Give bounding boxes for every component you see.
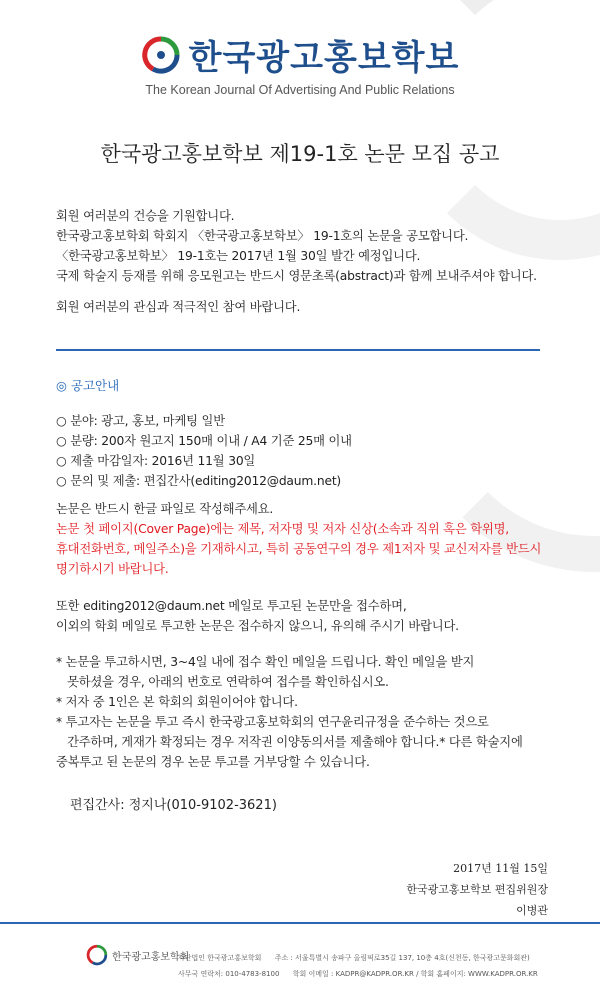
journal-logo-icon	[141, 35, 181, 75]
notice-item-deadline: ○ 제출 마감일자: 2016년 11월 30일	[56, 454, 256, 468]
footer-address: 사단법인 한국광고홍보학회 주소 : 서울특별시 송파구 올림픽로35길 137, 10층 4호(신천동, 한국광고문화회관)	[178, 954, 530, 962]
society-logo-text: 한국광고홍보학회	[112, 951, 190, 963]
hangul-file-note: 논문은 반드시 한글 파일로 작성해주세요.	[56, 502, 274, 516]
closing-line: 회원 여러분의 관심과 적극적인 참여 바랍니다.	[56, 300, 301, 314]
notice-item-length: ○ 분량: 200자 원고지 150매 이내 / A4 기준 25매 이내	[56, 434, 352, 448]
footer-contact: 사무국 연락처: 010-4783-8100 학회 이메일 : KADPR@KADPR.OR.KR / 학회 홈페이지: WWW.KADPR.OR.KR	[178, 970, 538, 978]
notice-items	[56, 411, 556, 491]
intro-line: 국제 학술지 등재를 위해 응모원고는 반드시 영문초록(abstract)과 함께 보내주셔야 합니다.	[56, 269, 537, 283]
notice-item-field: ○ 분야: 광고, 홍보, 마케팅 일반	[56, 414, 225, 428]
submission-instructions	[56, 499, 556, 579]
footer-divider	[0, 922, 600, 924]
footer-info	[178, 950, 538, 982]
note-line: 간주하며, 게재가 확정되는 경우 저작권 이양동의서를 제출해야 합니다.* 다른 학술지에	[56, 735, 523, 749]
note-line: 못하셨을 경우, 아래의 번호로 연락하여 접수를 확인하십시오.	[56, 675, 389, 689]
signature-block	[308, 858, 548, 921]
email-policy-line: 또한 editing2012@daum.net 메일로 투고된 논문만을 접수하며,	[56, 599, 407, 613]
cover-page-note: 명기하시기 바랍니다.	[56, 562, 169, 576]
signature-org: 한국광고홍보학보 편집위원장	[406, 883, 548, 896]
signature-name: 이병관	[516, 904, 548, 917]
society-logo-icon	[86, 944, 108, 966]
notice-heading: ◎ 공고안내	[56, 378, 120, 393]
journal-title: 한국광고홍보학보	[188, 38, 460, 78]
section-divider	[56, 349, 540, 351]
note-line: * 저자 중 1인은 본 학회의 회원이어야 합니다.	[56, 695, 298, 709]
page-title: 한국광고홍보학보 제19-1호 논문 모집 공고	[100, 142, 500, 166]
intro-line: 〈한국광고홍보학보〉 19-1호는 2017년 1월 30일 발간 예정입니다.	[56, 249, 421, 263]
signature-date: 2017년 11월 15일	[453, 862, 548, 875]
footer-logo	[86, 944, 189, 966]
journal-header	[0, 30, 600, 97]
cover-page-note: 논문 첫 페이지(Cover Page)에는 제목, 저자명 및 저자 신상(소속과 직위 혹은 학위명,	[56, 522, 509, 536]
note-line: * 논문을 투고하시면, 3~4일 내에 접수 확인 메일을 드립니다. 확인 메일을 받지	[56, 655, 475, 669]
journal-subtitle: The Korean Journal Of Advertising And Public Relations	[145, 83, 455, 97]
editor-contact: 편집간사: 정지나(010-9102-3621)	[70, 798, 277, 813]
notice-item-contact: ○ 문의 및 제출: 편집간사(editing2012@daum.net)	[56, 474, 342, 488]
notes-list	[56, 652, 556, 772]
logo-row	[0, 30, 600, 79]
cover-page-note: 휴대전화번호, 메일주소)을 기재하시고, 특히 공동연구의 경우 제1저자 및 교신저자를 반드시	[56, 542, 542, 556]
note-line: 중복투고 된 논문의 경우 논문 투고를 거부당할 수 있습니다.	[56, 755, 370, 769]
intro-line: 한국광고홍보학회 학회지 〈한국광고홍보학보〉 19-1호의 논문을 공모합니다.	[56, 229, 469, 243]
email-policy	[56, 596, 556, 636]
email-policy-line: 이외의 학회 메일로 투고한 논문은 접수하지 않으니, 유의해 주시기 바랍니다.	[56, 619, 459, 633]
note-line: * 투고자는 논문을 투고 즉시 한국광고홍보학회의 연구윤리규정을 준수하는 것으로	[56, 715, 489, 729]
intro-paragraph	[56, 206, 556, 286]
intro-line: 회원 여러분의 건승을 기원합니다.	[56, 209, 235, 223]
